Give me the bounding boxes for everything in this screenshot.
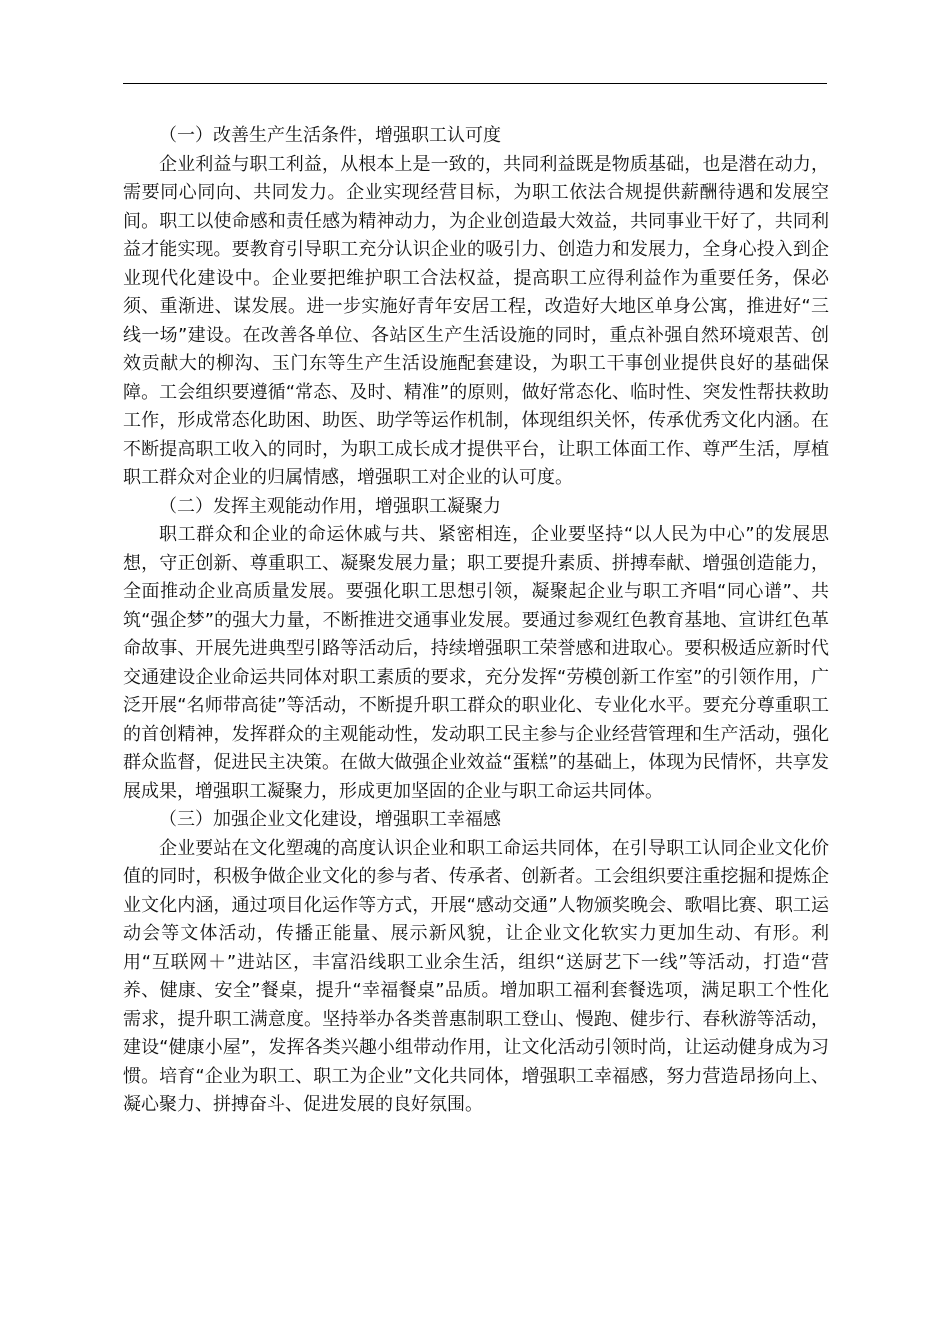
header-rule: [123, 83, 827, 84]
section-heading-2: （二）发挥主观能动作用，增强职工凝聚力: [159, 495, 501, 517]
section-paragraph-1: 企业利益与职工利益，从根本上是一致的，共同利益既是物质基础，也是潜在动力，需要同心同向、共同发力。企业实现经营目标，为职工依法合规提供薪酬待遇和发展空间。职工以使命感和责任感为精神动力，为企业创造最大效益，共同事业干好了，共同利益才能实现。要教育引导职工充分认识企业的吸引力、创造力和发展力，全身心投入到企业现代化建设中。企业要把维护职工合法权益，提高职工应得利益作为重要任务，保必须、重渐进、谋发展。进一步实施好青年安居工程，改造好大地区单身公寓，推进好“三线一场”建设。在改善各单位、各站区生产生活设施的同时，重点补强自然环境艰苦、创效贡献大的柳沟、玉门东等生产生活设施配套建设，为职工干事创业提供良好的基础保障。工会组织要遵循“常态、及时、精准”的原则，做好常态化、临时性、突发性帮扶救助工作，形成常态化助困、助医、助学等运作机制，体现组织关怀，传承优秀文化内涵。在不断提高职工收入的同时，为职工成长成才提供平台，让职工体面工作、尊严生活，厚植职工群众对企业的归属情感，增强职工对企业的认可度。: [123, 153, 829, 488]
document-body: [123, 122, 829, 1120]
section-paragraph-3: 企业要站在文化塑魂的高度认识企业和职工命运共同体，在引导职工认同企业文化价值的同时，积极争做企业文化的参与者、传承者、创新者。工会组织要注重挖掘和提炼企业文化内涵，通过项目化运作等方式，开展“感动交通”人物颁奖晚会、歌唱比赛、职工运动会等文体活动，传播正能量、展示新风貌，让企业文化软实力更加生动、有形。利用“互联网＋”进站区，丰富沿线职工业余生活，组织“送厨艺下一线”等活动，打造“营养、健康、安全”餐桌，提升“幸福餐桌”品质。增加职工福利套餐选项，满足职工个性化需求，提升职工满意度。坚持举办各类普惠制职工登山、慢跑、健步行、春秋游等活动，建设“健康小屋”，发挥各类兴趣小组带动作用，让文化活动引领时尚，让运动健身成为习惯。培育“企业为职工、职工为企业”文化共同体，增强职工幸福感，努力营造昂扬向上、凝心聚力、拼搏奋斗、促进发展的良好氛围。: [123, 837, 829, 1115]
section-heading-3: （三）加强企业文化建设，增强职工幸福感: [159, 809, 501, 830]
section-heading-1: （一）改善生产生活条件，增强职工认可度: [159, 125, 501, 146]
section-paragraph-2: 职工群众和企业的命运休戚与共、紧密相连，企业要坚持“以人民为中心”的发展思想，守正创新、尊重职工、凝聚发展力量；职工要提升素质、拼搏奉献、增强创造能力，全面推动企业高质量发展。要强化职工思想引领，凝聚起企业与职工齐唱“同心谱”、共筑“强企梦”的强大力量，不断推进交通事业发展。要通过参观红色教育基地、宣讲红色革命故事、开展先进典型引路等活动后，持续增强职工荣誉感和进取心。要积极适应新时代交通建设企业命运共同体对职工素质的要求，充分发挥“劳模创新工作室”的引领作用，广泛开展“名师带高徒”等活动，不断提升职工群众的职业化、专业化水平。要充分尊重职工的首创精神，发挥群众的主观能动性，发动职工民主参与企业经营管理和生产活动，强化群众监督，促进民主决策。在做大做强企业效益“蛋糕”的基础上，体现为民情怀，共享发展成果，增强职工凝聚力，形成更加坚固的企业与职工命运共同体。: [123, 524, 829, 802]
